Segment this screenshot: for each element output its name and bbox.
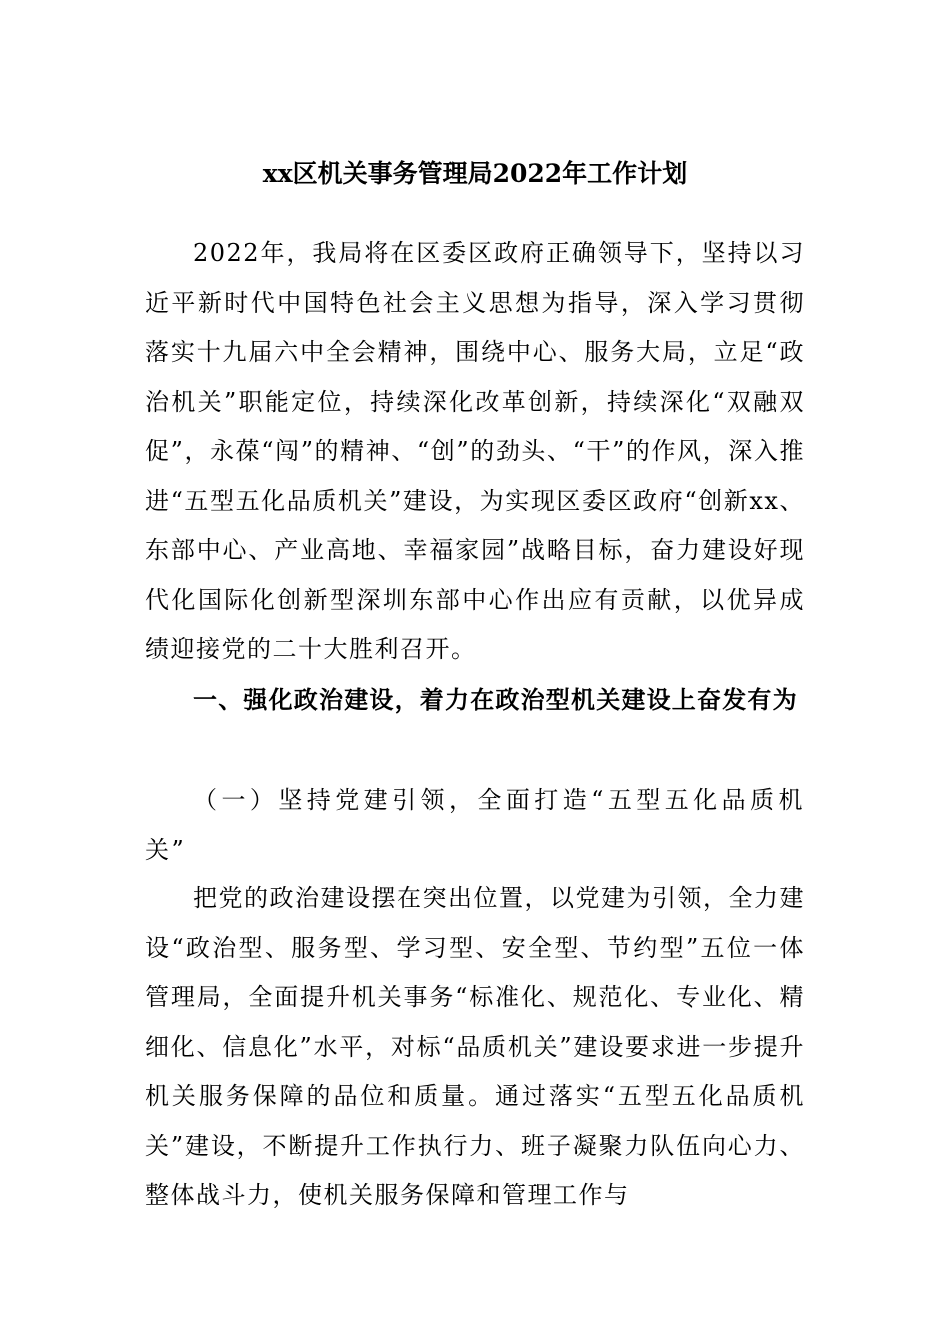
document-title: xx区机关事务管理局2022年工作计划 bbox=[262, 159, 688, 188]
intro-paragraph: 2022年，我局将在区委区政府正确领导下，坚持以习近平新时代中国特色社会主义思想为指导，深入学习贯彻落实十九届六中全会精神，围绕中心、服务大局，立足“政治机关”职能定位，持续深化改革创新，持续深化“双融双促”，永葆“闯”的精神、“创”的劲头、“干”的作风，深入推进“五型五化品质机关”建设，为实现区委区政府“创新xx、东部中心、产业高地、幸福家园”战略目标，奋力建设好现代化国际化创新型深圳东部中心作出应有贡献，以优异成绩迎接党的二十大胜利召开。 bbox=[145, 239, 805, 663]
body-paragraph: 把党的政治建设摆在突出位置，以党建为引领，全力建设“政治型、服务型、学习型、安全型、节约型”五位一体管理局，全面提升机关事务“标准化、规范化、专业化、精细化、信息化”水平，对标“品质机关”建设要求进一步提升机关服务保障的品位和质量。通过落实“五型五化品质机关”建设，不断提升工作执行力、班子凝聚力队伍向心力、整体战斗力，使机关服务保障和管理工作与 bbox=[145, 884, 805, 1209]
subsection-heading: （一）坚持党建引领，全面打造“五型五化品质机关” bbox=[145, 786, 805, 864]
section-heading: 一、强化政治建设，着力在政治型机关建设上奋发有为 bbox=[193, 686, 798, 714]
